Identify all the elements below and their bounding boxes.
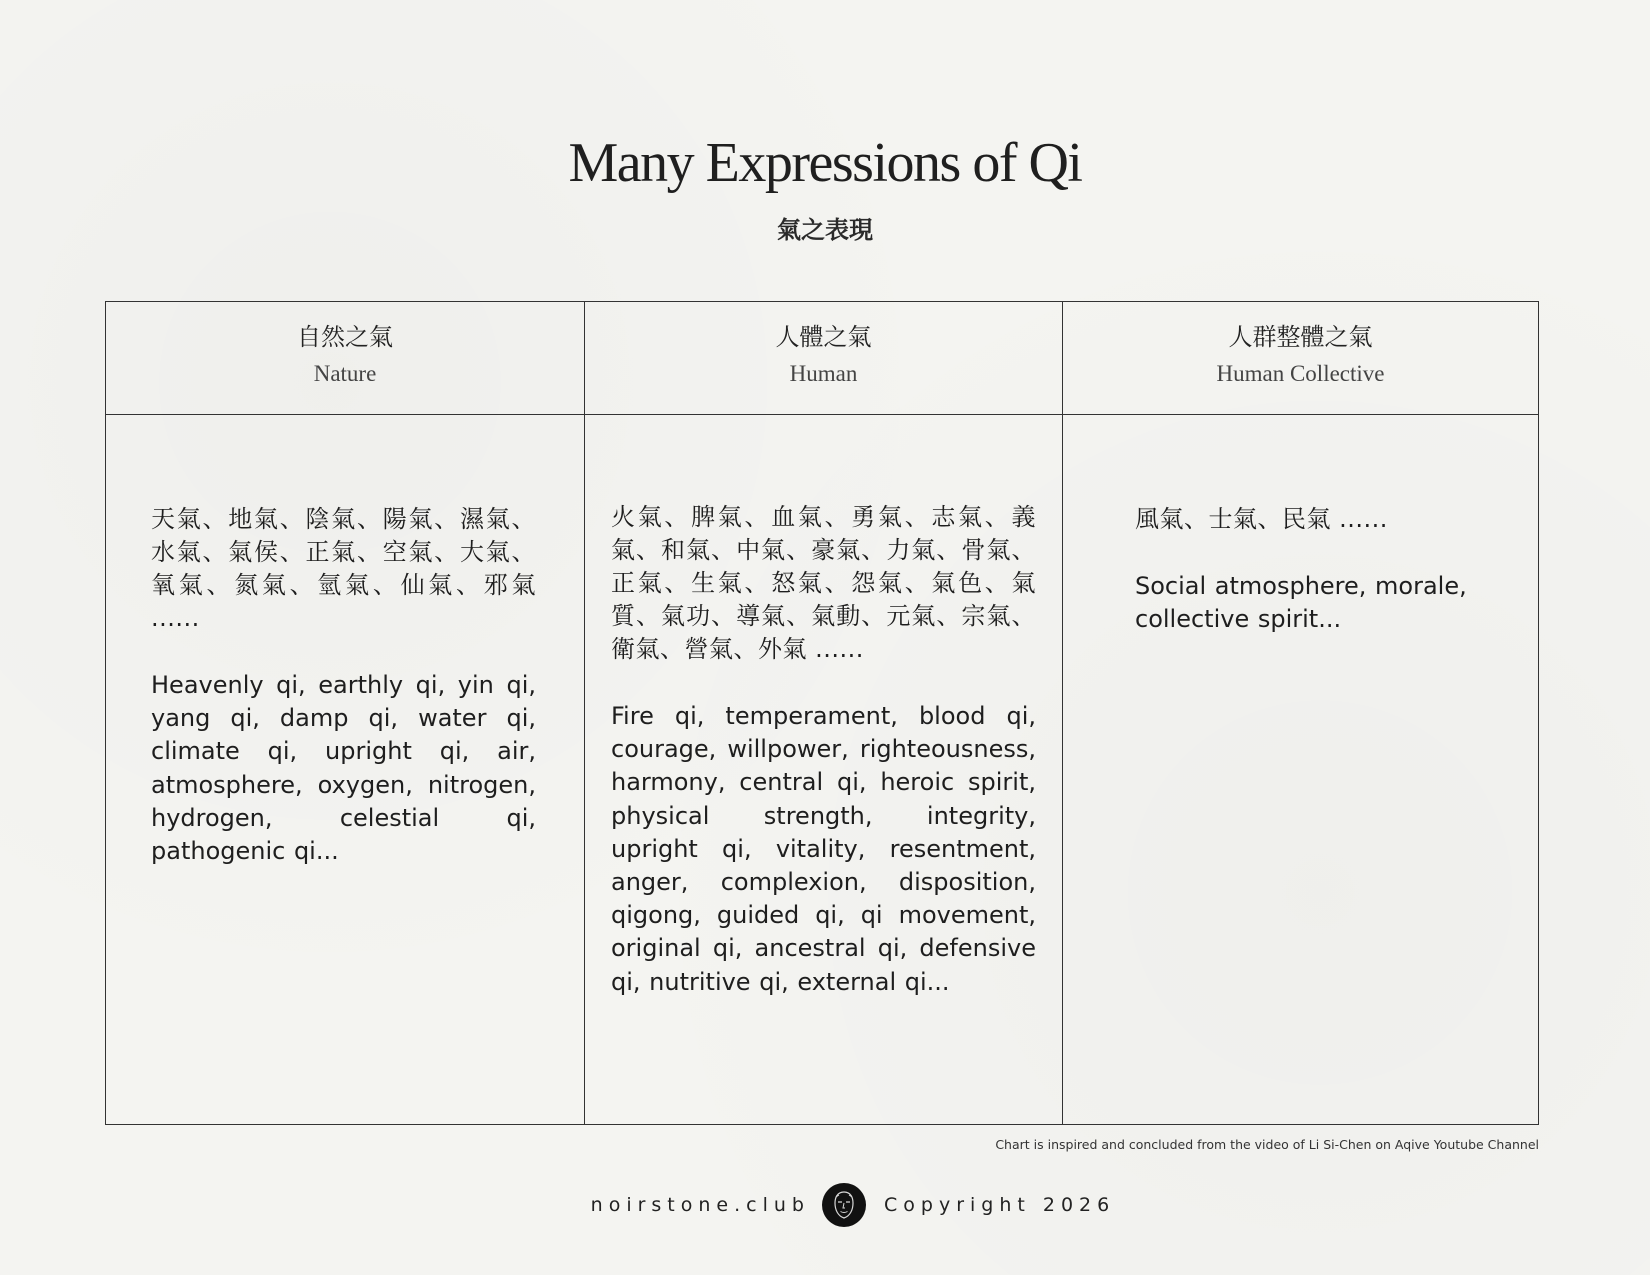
column-title-en: Human bbox=[789, 361, 858, 386]
column-body bbox=[611, 501, 1036, 999]
column-title-en: Human Collective bbox=[1216, 361, 1385, 386]
english-terms: Fire qi, temperament, blood qi, courage, willpower, righteousness, harmony, central qi, heroic spirit, physical strength, integrity, upright qi, vitality, resentment, anger, complexion, disposition, qigong, guided qi, qi movement, original qi, ancestral qi, defensive qi, nutritive qi, external qi... bbox=[611, 702, 1036, 996]
footer-site[interactable]: noirstone.club bbox=[590, 1194, 810, 1216]
column-header bbox=[1063, 302, 1538, 415]
qi-table bbox=[105, 301, 1539, 1125]
stone-face-icon bbox=[822, 1183, 866, 1227]
footer-copyright: Copyright 2026 bbox=[884, 1194, 1116, 1216]
chinese-terms: 火氣、脾氣、血氣、勇氣、志氣、義氣、和氣、中氣、豪氣、力氣、骨氣、正氣、生氣、怒氣、怨氣、氣色、氣質、氣功、導氣、氣動、元氣、宗氣、衛氣、營氣、外氣 ...... bbox=[611, 503, 1036, 663]
column-title-zh: 人群整體之氣 bbox=[1228, 323, 1373, 351]
column-title-en: Nature bbox=[313, 361, 377, 386]
column-human bbox=[584, 302, 1062, 1124]
english-terms: Social atmosphere, morale, collective spirit... bbox=[1135, 572, 1467, 634]
column-nature bbox=[106, 302, 584, 1124]
english-terms: Heavenly qi, earthly qi, yin qi, yang qi, damp qi, water qi, climate qi, upright qi, air, atmosphere, oxygen, nitrogen, hydrogen, celestial qi, pathogenic qi... bbox=[151, 671, 536, 866]
chinese-terms: 天氣、地氣、陰氣、陽氣、濕氣、水氣、氣侯、正氣、空氣、大氣、氧氣、氮氣、氫氣、仙氣、邪氣 ...... bbox=[151, 505, 536, 632]
source-note: Chart is inspired and concluded from the video of Li Si-Chen on Aqive Youtube Channel bbox=[995, 1137, 1539, 1152]
column-human-collective bbox=[1062, 302, 1538, 1124]
column-header bbox=[585, 302, 1062, 415]
column-body bbox=[151, 503, 536, 868]
column-title-zh: 人體之氣 bbox=[775, 323, 872, 351]
column-title-zh: 自然之氣 bbox=[297, 323, 393, 351]
column-body bbox=[1135, 503, 1495, 636]
column-header bbox=[106, 302, 584, 415]
chinese-terms: 風氣、士氣、民氣 ...... bbox=[1135, 505, 1388, 533]
page-subtitle: 氣之表現 bbox=[777, 215, 873, 244]
page-title: Many Expressions of Qi bbox=[568, 132, 1082, 194]
